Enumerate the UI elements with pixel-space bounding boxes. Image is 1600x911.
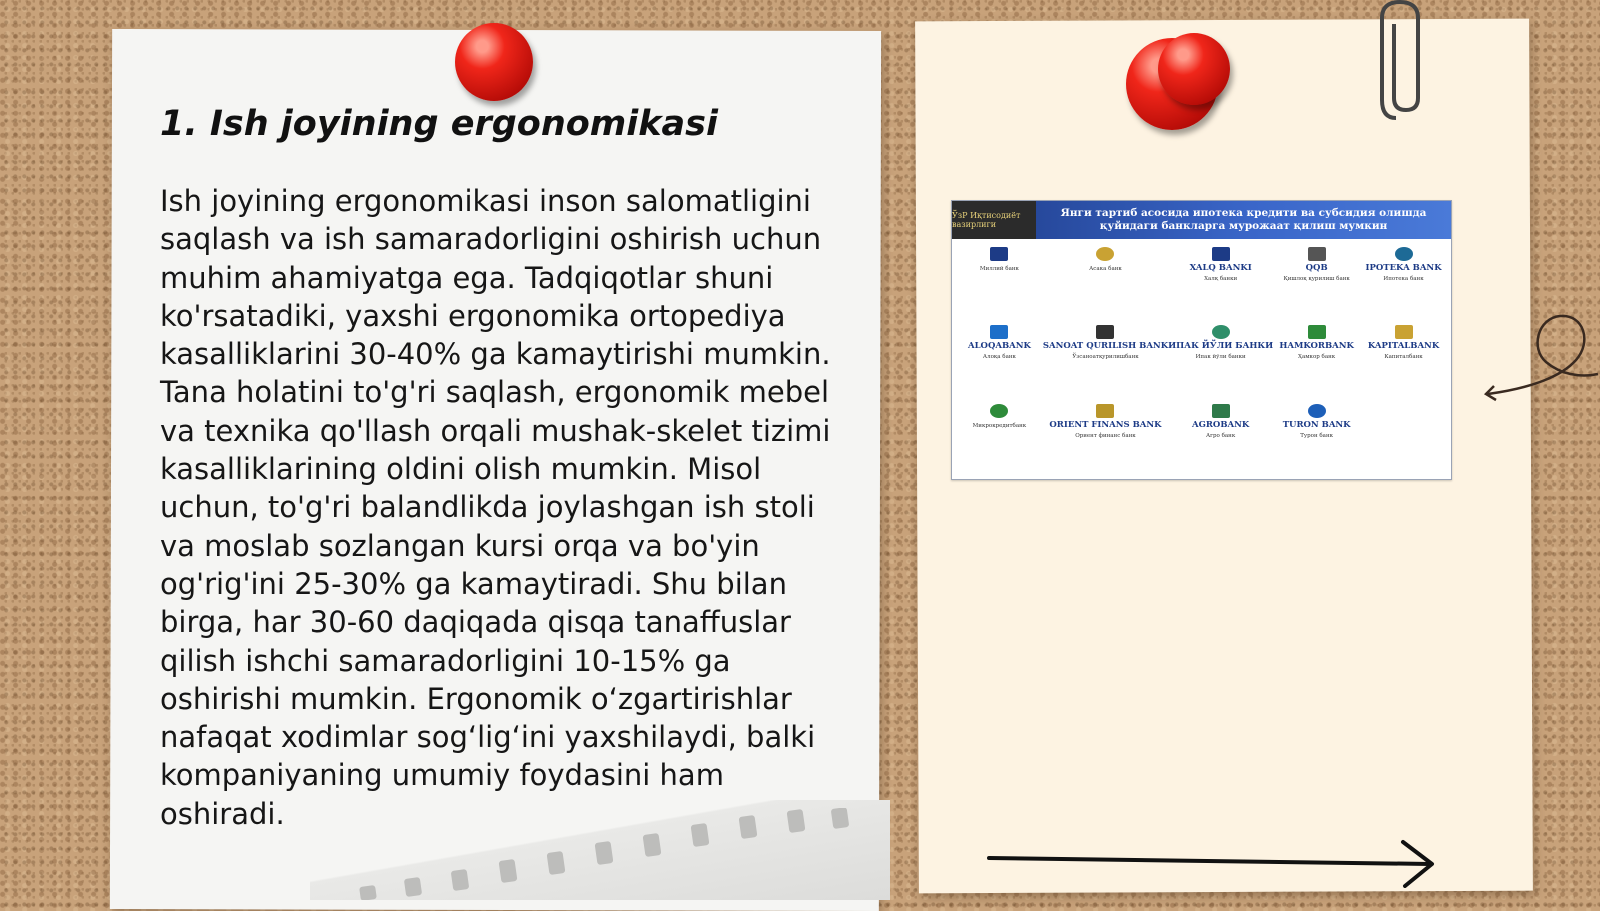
bank-caption: Микрокредитбанк [972, 422, 1027, 429]
bank-cell [1273, 398, 1360, 476]
bank-name: ALOQABANK [967, 341, 1031, 352]
bank-caption: Агро банк [1205, 432, 1236, 439]
bank-cell [1360, 241, 1447, 319]
bank-name: IPOTEKA BANK [1365, 263, 1442, 273]
bank-cell [1360, 398, 1447, 476]
bank-name: SANOAT QURILISH BANK [1042, 341, 1169, 352]
bank-logo-icon [1096, 404, 1114, 418]
bank-cell [1168, 398, 1273, 476]
body-paragraph: Ish joyining ergonomikasi inson salomatligini saqlash va ish samaradorligini oshirish uchun muhim ahamiyatga ega. Tadqiqotlar shuni ko'rsatadiki, yaxshi ergonomika ortopediya kasalliklarini 30-40% ga kamaytirishi mumkin. Tana holatini to'g'ri saqlash, ergonomik mebel va texnika qo'llash orqali mushak-skelet tizimi kasalliklarining oldini olish mumkin. Misol uchun, to'g'ri balandlikda joylashgan ish stoli va moslab sozlangan kursi orqa va bo'yin og'rig'ini 25-30% ga kamaytiradi. Shu bilan birga, har 30-60 daqiqada qisqa tanaffuslar qilish ishchi samaradorligini 10-15% ga oshirishi mumkin. Ergonomik o‘zgartirishlar nafaqat xodimlar sog‘lig‘ini yaxshilaydi, balki kompaniyaning umumiy foydasini ham oshiradi. [160, 184, 831, 831]
bank-logo-icon [990, 404, 1008, 418]
bank-cell [1273, 319, 1360, 397]
bank-logo-icon [1395, 247, 1413, 261]
bank-logo-icon [1395, 404, 1413, 418]
bank-infographic-image [951, 200, 1452, 480]
bank-logo-grid [952, 239, 1451, 478]
bank-cell [1168, 319, 1273, 397]
bank-logo-icon [1096, 325, 1114, 339]
bank-logo-icon [1308, 325, 1326, 339]
bank-caption: Алоқа банк [982, 354, 1016, 361]
bank-caption: Ҳамкор банк [1298, 354, 1336, 361]
bank-cell [1043, 241, 1168, 319]
bank-cell [1168, 241, 1273, 319]
bank-name: AGROBANK [1192, 419, 1250, 430]
bank-caption: Капиталбанк [1384, 354, 1423, 361]
bank-caption: Қишлоқ қурилиш банк [1283, 276, 1350, 282]
bank-caption: Турон банк [1300, 432, 1334, 439]
bank-cell [956, 241, 1043, 319]
ministry-logo: ЎзР Иқтисодиёт вазирлиги [952, 201, 1036, 239]
bank-name: QQB [1305, 263, 1328, 273]
infographic-header [952, 201, 1451, 239]
bank-cell [956, 398, 1043, 476]
bank-cell [1273, 241, 1360, 319]
bank-logo-icon [1212, 325, 1230, 339]
bank-caption: Миллий банк [979, 266, 1019, 272]
bank-logo-icon [1308, 404, 1326, 418]
bank-caption: Ипотека банк [1383, 276, 1424, 282]
bank-name: TURON BANK [1282, 419, 1351, 430]
infographic-headline: Янги тартиб асосида ипотека кредити ва субсидия олишда қуйидаги банкларга мурожаат қилиш мумкин [1060, 207, 1427, 232]
bank-caption: Ипак йўли банки [1195, 354, 1246, 361]
bank-name: ИПАК ЙЎЛИ БАНКИ [1168, 341, 1274, 352]
bank-name: XALQ BANKI [1189, 263, 1252, 273]
bank-caption: Ўзсаноатқурилишбанк [1072, 354, 1139, 361]
bank-cell [1360, 319, 1447, 397]
bank-logo-icon [1395, 325, 1413, 339]
bank-name: ORIENT FINANS BANK [1049, 419, 1162, 430]
bank-name: KAPITALBANK [1367, 341, 1440, 352]
pushpin-icon [1158, 33, 1230, 105]
loop-arrow-doodle [1480, 312, 1600, 412]
bank-logo-icon [1308, 247, 1326, 261]
paperclip-icon [1378, 0, 1428, 125]
bank-cell [956, 319, 1043, 397]
bank-logo-icon [1212, 247, 1230, 261]
bank-logo-icon [1212, 404, 1230, 418]
bank-caption: Асака банк [1089, 266, 1122, 272]
pushpin-icon [455, 23, 533, 101]
bank-logo-icon [990, 247, 1008, 261]
page-title: 1. Ish joyining ergonomikasi [160, 104, 718, 144]
bank-caption: Ориент финанс банк [1075, 432, 1136, 439]
bank-logo-icon [1096, 247, 1114, 261]
bank-name: HAMKORBANK [1279, 341, 1354, 352]
bank-cell [1043, 398, 1168, 476]
bank-cell [1043, 319, 1168, 397]
bank-caption: Халқ банки [1204, 276, 1238, 282]
bank-logo-icon [990, 325, 1008, 339]
right-arrow-icon [985, 838, 1445, 888]
